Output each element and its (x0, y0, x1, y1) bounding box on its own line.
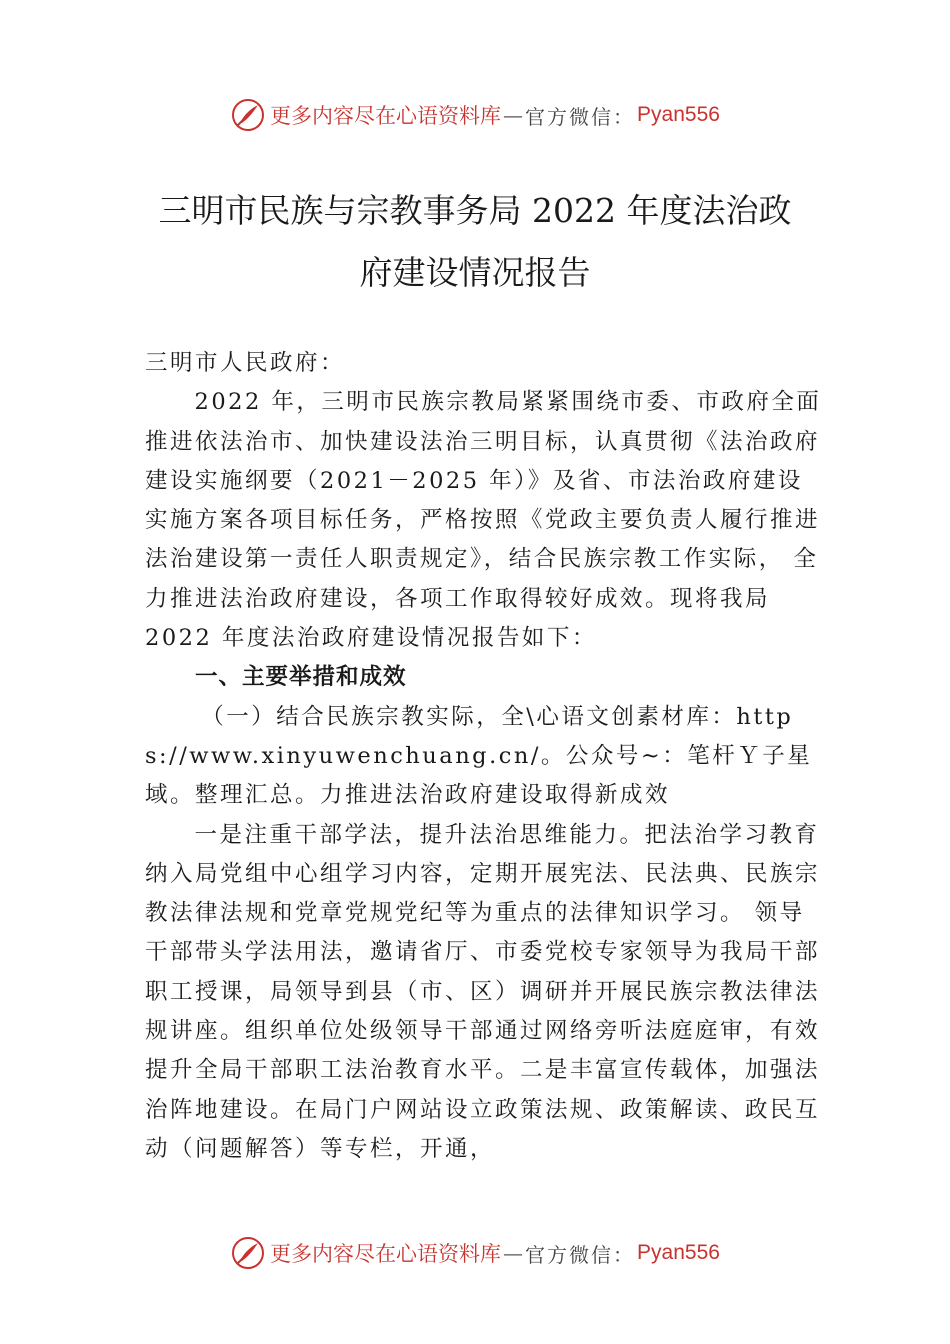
title-line-1: 三明市民族与宗教事务局 2022 年度法治政 (158, 191, 792, 230)
watermark-wechat-id: Pyan556 (637, 103, 720, 126)
quill-logo-icon (230, 97, 266, 133)
quill-logo-icon (230, 1235, 266, 1271)
watermark-wechat-id: Pyan556 (637, 1241, 720, 1264)
body-paragraph: 一是注重干部学法，提升法治思维能力。把法治学习教育纳入局党组中心组学习内容，定期开展宪法、民法典、民族宗教法律法规和党章党规党纪等为重点的法律知识学习。 领导干部带头学法用法，邀请省厅、市委党校专家领导为我局干部职工授课，局领导到县（市、区）调研并开展民族宗教法律法规讲座。组织单位处级领导干部通过网络旁听法庭庭审，有效提升全局干部职工法治教育水平。二是丰富宣传载体，加强法治阵地建设。在局门户网站设立政策法规、政策解读、政民互动（问题解答）等专栏，开通， (145, 821, 821, 1162)
watermark-banner-bottom (0, 1233, 950, 1273)
watermark-wechat-label: 官方微信： (525, 1242, 636, 1267)
document-body (145, 344, 825, 1169)
watermark-separator: — (503, 1241, 524, 1265)
subsection-heading: （一）结合民族宗教实际，全\心语文创素材库：https://www.xinyuwenchuang.cn/。公众号~：笔杆Ｙ子星域。整理汇总。力推进法治政府建设取得新成效 (145, 703, 813, 809)
title-line-2: 府建设情况报告 (359, 253, 591, 292)
section-heading: 一、主要举措和成效 (195, 664, 407, 691)
watermark-banner-top (0, 95, 950, 135)
watermark-text: 更多内容尽在心语资料库 (270, 1242, 502, 1266)
watermark-text: 更多内容尽在心语资料库 (270, 104, 502, 128)
intro-paragraph: 2022 年，三明市民族宗教局紧紧围绕市委、市政府全面推进依法治市、加快建设法治三明目标，认真贯彻《法治政府建设实施纲要（2021－2025 年）》及省、市法治政府建设实施方案各项目标任务，严格按照《党政主要负责人履行推进法治建设第一责任人职责规定》，结合民族宗教工作实际， 全力推进法治政府建设，各项工作取得较好成效。现将我局2022 年度法治政府建设情况报告如下： (145, 389, 822, 652)
watermark-wechat-label: 官方微信： (525, 104, 636, 129)
document-title (120, 180, 830, 304)
watermark-separator: — (503, 103, 524, 127)
salutation: 三明市人民政府： (145, 350, 346, 376)
